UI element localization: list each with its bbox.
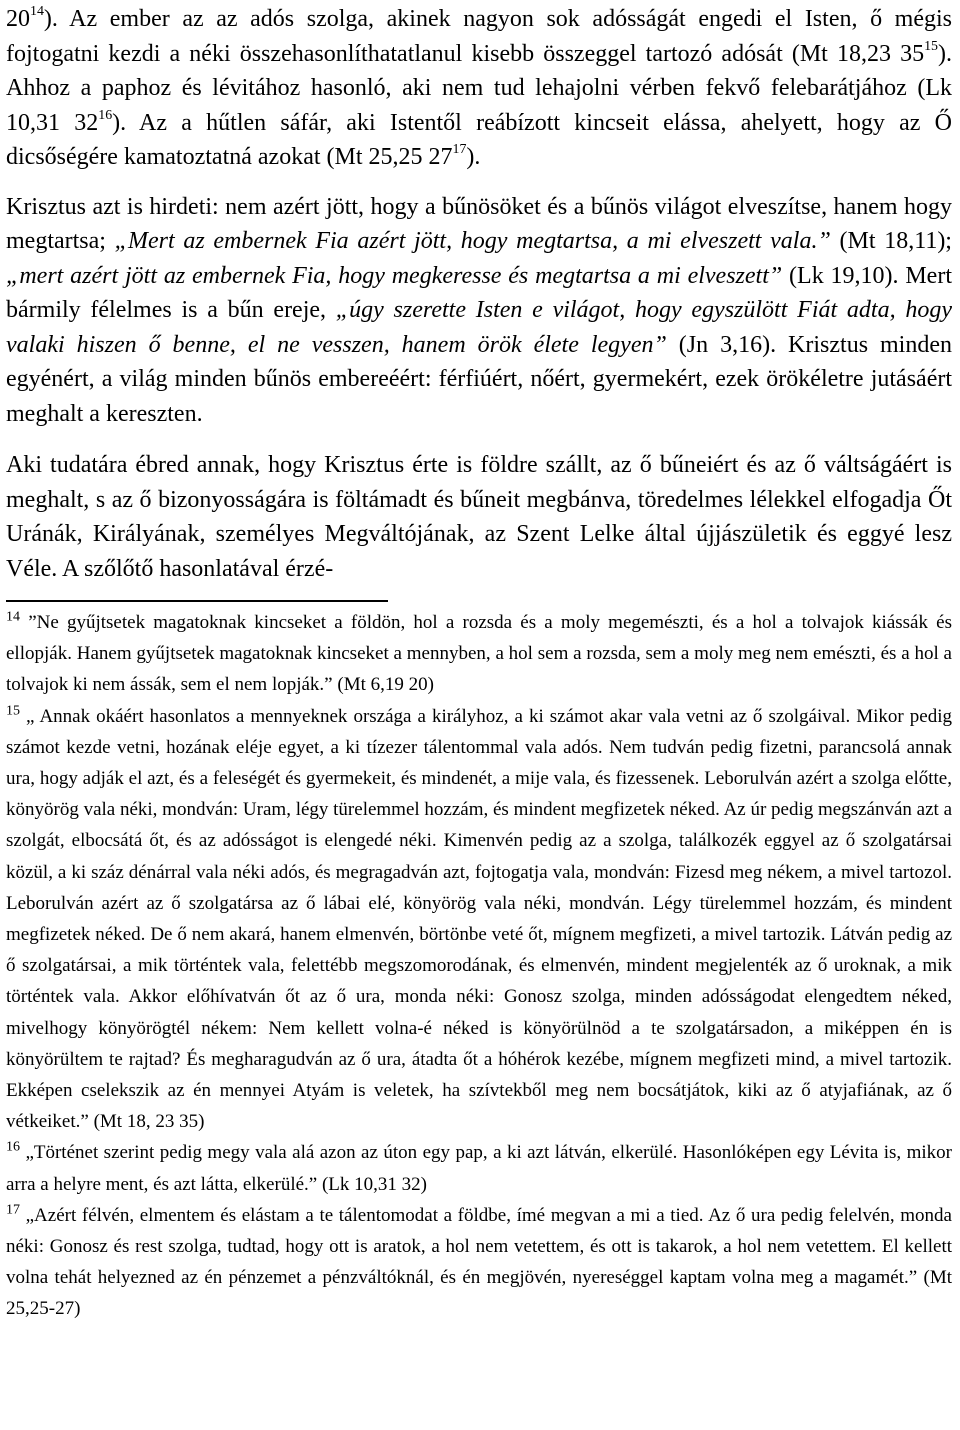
document-page — [6, 0, 952, 1325]
text-segment: 20 — [6, 6, 30, 32]
footnote-ref-15[interactable]: 15 — [924, 38, 938, 54]
footnote-ref-16[interactable]: 16 — [98, 107, 113, 123]
footnote-text: „Azért félvén, elmentem és elástam a te tálentomodat a földbe, ímé megvan a mi a tied. Az ő ura pedig felelvén, monda néki: Gonosz és rest szolga, tudtad, hogy ott is aratok, a hol nem vetettem, és ott is takarok, a hol nem vetettem. El kellett volna tehát helyezned az én pénzemet a pénzváltóknál, és én megjövén, nyereséggel kaptam volna meg a magamét.” (Mt 25,25-27) — [6, 1204, 952, 1320]
text-segment: ). Az a hűtlen sáfár, aki Istentől reábízott kincseit elássa, ahelyett, hogy az Ő dicsőségére kamatoztatná azokat (Mt 25,25 27 — [6, 109, 953, 170]
footnote-16 — [6, 1137, 952, 1199]
footnote-14 — [6, 607, 952, 701]
footnote-number: 17 — [6, 1202, 20, 1218]
footnote-text: ”Ne gyűjtsetek magatoknak kincseket a földön, hol a rozsda és a moly megemészti, és a hol a tolvajok kiássák és ellopják. Hanem gyűjtsetek magatoknak kincseket a mennyben, a hol sem a rozsda, sem a moly meg nem emészti, és a hol a tolvajok ki nem ássák, sem el nem lopják.” (Mt 6,19 20) — [6, 612, 952, 696]
paragraph-2 — [6, 190, 952, 432]
footnote-ref-14[interactable]: 14 — [30, 3, 44, 19]
footnote-ref-17[interactable]: 17 — [452, 141, 467, 157]
footnote-number: 16 — [6, 1139, 20, 1155]
paragraph-1 — [6, 0, 952, 175]
text-segment: ). Ahhoz a paphoz és lévitához hasonló, aki nem tud lehajolni vérben fekvő felebarátjához (Lk 10,31 32 — [6, 40, 952, 136]
text-segment: ). — [466, 144, 481, 170]
footnote-text: „Történet szerint pedig megy vala alá azon az úton egy pap, a ki azt látván, elkerülé. Hasonlóképen egy Lévita is, mikor arra a helyre ment, és azt látta, elkerülé.” (Lk 10,31 32) — [6, 1142, 952, 1195]
text-segment: Krisztus azt is hirdeti: nem azért jött, hogy a bűnösöket és a bűnös világot elveszítse, hanem hogy megtartsa; — [6, 193, 952, 254]
footnote-number: 15 — [6, 702, 20, 718]
footnote-15 — [6, 701, 952, 1138]
footnote-17 — [6, 1200, 952, 1325]
footnote-text: „ Annak okáért hasonlatos a mennyeknek országa a királyhoz, a ki számot akar vala vetni az ő szolgáival. Mikor pedig számot kezde vetni, hozának eléje egyet, a ki tízezer tálentommal vala adós. Nem tudván pedig fizetni, parancsolá annak ura, hogy adják el azt, és a feleségét és gyermekeit, és mindenét, a mije vala, és fizessenek. Leborulván azért a szolga előtte, könyörög vala néki, mondván: Uram, légy türelemmel hozzám, és mindent megfizetek néked. Az úr pedig megszánván azt a szolgát, elbocsátá őt, és az adósságot is elengedé néki. Kimenvén pedig az a szolga, találkozék eggyel az ő szolgatársai közül, a ki száz dénárral vala néki adós, és megragadván azt, fojtogatja vala, mondván: Fizesd meg nékem, a mivel tartozol. Leborulván azért az ő szolgatársa az ő lábai elé, könyörög vala néki, mondván. Légy türelemmel hozzám, és mindent megfizetek néked. De ő nem akará, hanem elmenvén, börtönbe veté őt, mígnem megfizeti, a mivel tartozik. Látván pedig az ő szolgatársai, a mik történtek vala, felettébb megszomorodának, és elmenvén, mindent megjelenték az ő uroknak, a mik történtek vala. Akkor előhívatván őt az ő ura, monda néki: Gonosz szolga, minden adósságodat elengedtem néked, mivelhogy könyörögtél nékem: Nem kellett volna-é néked is könyörülnöd a te szolgatársadon, a miképpen én is könyörültem te rajtad? És megharagudván az ő ura, átadta őt a hóhérok kezébe, mígnem megfizeti mind, a mivel tartozik. Ekképen cselekszik az én mennyei Atyám is veletek, ha szívtekből meg nem bocsátjátok, kiki az ő atyjafiának, az ő vétkeiket.” (Mt 18, 23 35) — [6, 705, 952, 1133]
bible-quote: „mert azért jött az embernek Fia, hogy megkeresse és megtartsa a mi elveszett” — [6, 262, 783, 289]
footnote-separator — [6, 600, 388, 602]
text-segment: (Lk 19,10). Mert bármily félelmes is a bűn ereje, — [6, 262, 952, 323]
footnotes — [6, 607, 952, 1325]
text-segment: (Jn 3,16). Krisztus minden egyénért, a világ minden bűnös embereéért: férfiúért, nőért, gyermekért, ezek örökéletre jutásáért meghalt a kereszten. — [6, 331, 953, 427]
text-segment: ). Az ember az az adós szolga, akinek nagyon sok adósságát engedi el Isten, ő mégis fojtogatni kezdi a néki összehasonlíthatatlanul kisebb összeggel tartozó adósát (Mt 18,23 35 — [6, 6, 952, 67]
bible-quote: „úgy szerette Isten e világot, hogy egyszülött Fiát adta, hogy valaki hiszen ő benne, el ne vesszen, hanem örök élete legyen” — [6, 297, 952, 358]
paragraph-3: Aki tudatára ébred annak, hogy Krisztus érte is földre szállt, az ő bűneiért és az ő váltságáért is meghalt, s az ő bizonyosságára is föltámadt és bűneit megbánva, töredelmes lélekkel elfogadja Őt Uránák, Királyának, személyes Megváltójának, az Szent Lelke által újjászületik és eggyé lesz Véle. A szőlőtő hasonlatával érzé- — [6, 452, 952, 582]
bible-quote: „Mert az embernek Fia azért jött, hogy megtartsa, a mi elveszett vala.” — [114, 228, 831, 254]
text-segment: (Mt 18,11); — [830, 228, 952, 254]
footnote-number: 14 — [6, 609, 20, 625]
